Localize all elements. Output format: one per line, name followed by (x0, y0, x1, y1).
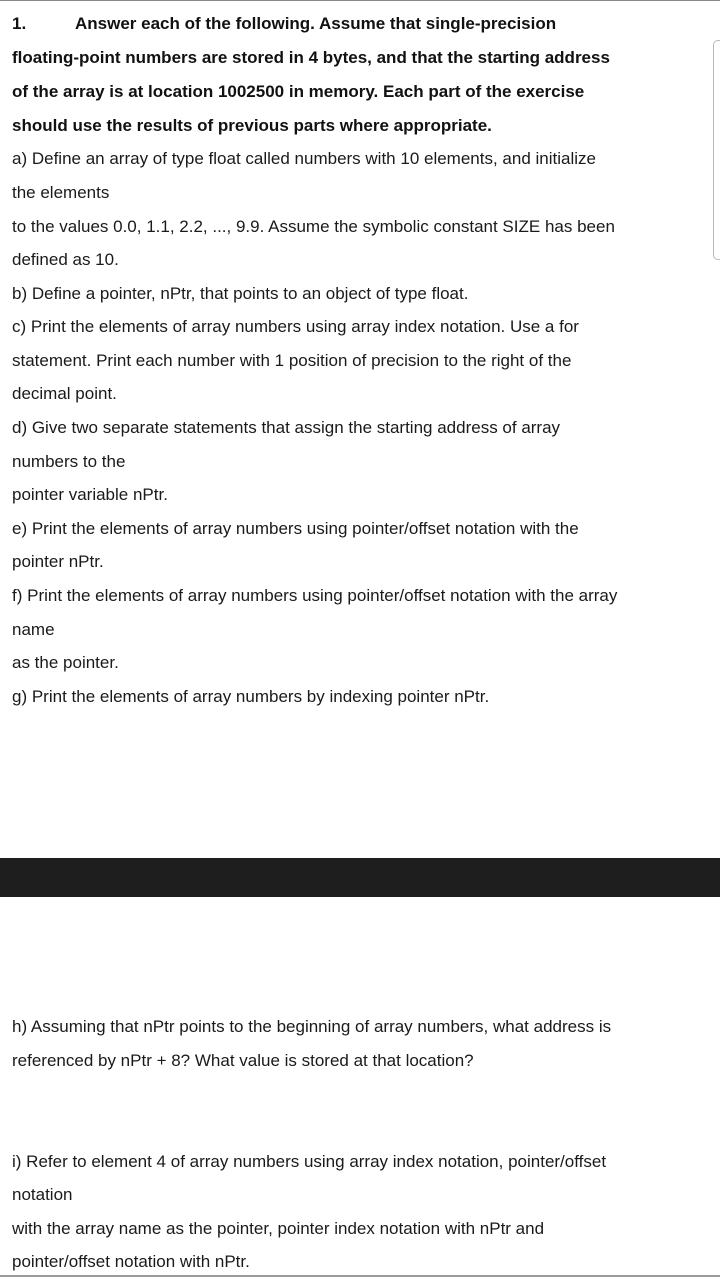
question-intro-line: should use the results of previous parts where appropriate. (12, 116, 492, 135)
question-number: 1. (12, 14, 27, 33)
question-intro-line: floating-point numbers are stored in 4 bytes, and that the starting address (12, 48, 610, 67)
top-border (0, 0, 720, 1)
part-a-line: defined as 10. (12, 250, 119, 269)
part-d-line: numbers to the (12, 452, 126, 471)
part-i-line: with the array name as the pointer, pointer index notation with nPtr and (12, 1219, 545, 1238)
part-d-line: pointer variable nPtr. (12, 485, 168, 504)
question-intro-line: of the array is at location 1002500 in memory. Each part of the exercise (12, 82, 585, 101)
part-h-line: h) Assuming that nPtr points to the beginning of array numbers, what address is (12, 1017, 612, 1036)
part-e-line: pointer nPtr. (12, 552, 104, 571)
part-a-line: the elements (12, 183, 110, 202)
question-intro-line: 1. Answer each of the following. Assume that single-precision (12, 14, 557, 33)
page-edge-bracket (713, 40, 720, 260)
part-a-line: a) Define an array of type float called numbers with 10 elements, and initialize (12, 149, 596, 168)
part-a-line: to the values 0.0, 1.1, 2.2, ..., 9.9. Assume the symbolic constant SIZE has been (12, 217, 615, 236)
part-c-line: decimal point. (12, 384, 117, 403)
part-i-line: pointer/offset notation with nPtr. (12, 1252, 250, 1271)
part-f-line: as the pointer. (12, 653, 119, 672)
part-h-line: referenced by nPtr + 8? What value is stored at that location? (12, 1051, 474, 1070)
part-i-line: notation (12, 1185, 73, 1204)
part-b-line: b) Define a pointer, nPtr, that points to an object of type float. (12, 284, 469, 303)
part-e-line: e) Print the elements of array numbers using pointer/offset notation with the (12, 519, 579, 538)
part-f-line: f) Print the elements of array numbers using pointer/offset notation with the array (12, 586, 618, 605)
part-g-line: g) Print the elements of array numbers by indexing pointer nPtr. (12, 687, 490, 706)
page-break-bar (0, 858, 720, 897)
part-i-line: i) Refer to element 4 of array numbers using array index notation, pointer/offset (12, 1152, 607, 1171)
part-c-line: c) Print the elements of array numbers using array index notation. Use a for (12, 317, 579, 336)
part-d-line: d) Give two separate statements that assign the starting address of array (12, 418, 561, 437)
part-c-line: statement. Print each number with 1 position of precision to the right of the (12, 351, 572, 370)
part-f-line: name (12, 620, 55, 639)
